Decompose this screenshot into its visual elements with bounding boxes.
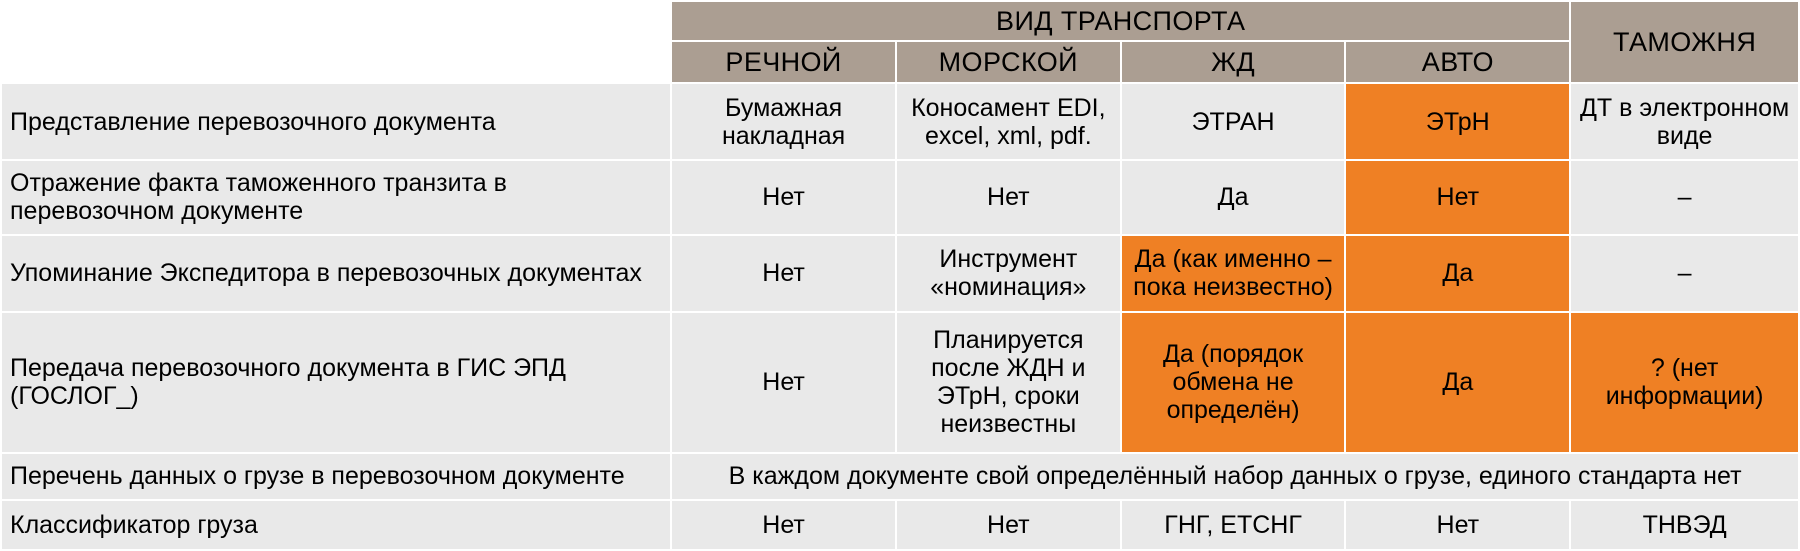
- row-label: Перечень данных о грузе в перевозочном документе: [1, 453, 671, 500]
- cell-river: Нет: [671, 500, 896, 550]
- cell-sea: Инструмент «номинация»: [896, 235, 1121, 312]
- cell-auto: ЭТрН: [1345, 83, 1570, 160]
- cell-rail: Да: [1121, 160, 1346, 235]
- header-transport-group: ВИД ТРАНСПОРТА: [671, 1, 1570, 41]
- table-row: [1, 83, 1799, 160]
- row-label: Передача перевозочного документа в ГИС ЭПД (ГОСЛОГ_): [1, 312, 671, 453]
- row-label: Представление перевозочного документа: [1, 83, 671, 160]
- table-row: [1, 453, 1799, 500]
- cell-sea: Нет: [896, 500, 1121, 550]
- cell-customs: ДТ в электронном виде: [1570, 83, 1799, 160]
- table-row: [1, 235, 1799, 312]
- header-row-group: [1, 1, 1799, 41]
- row-label: Классификатор груза: [1, 500, 671, 550]
- cell-customs: –: [1570, 160, 1799, 235]
- cell-auto: Нет: [1345, 160, 1570, 235]
- cell-rail: Да (порядок обмена не определён): [1121, 312, 1346, 453]
- cell-sea: Планируется после ЖДН и ЭТрН, сроки неизвестны: [896, 312, 1121, 453]
- cell-rail: ЭТРАН: [1121, 83, 1346, 160]
- cell-merged-note: В каждом документе свой определённый набор данных о грузе, единого стандарта нет: [671, 453, 1799, 500]
- table-header: [1, 1, 1799, 83]
- cell-sea: Нет: [896, 160, 1121, 235]
- row-label: Упоминание Экспедитора в перевозочных документах: [1, 235, 671, 312]
- cell-rail: Да (как именно – пока неизвестно): [1121, 235, 1346, 312]
- header-row-modes: [1, 41, 1799, 83]
- table-body: [1, 83, 1799, 550]
- cell-river: Нет: [671, 160, 896, 235]
- header-corner-cell-2: [1, 41, 671, 83]
- header-mode-rail: ЖД: [1121, 41, 1346, 83]
- table-row: [1, 160, 1799, 235]
- header-mode-river: РЕЧНОЙ: [671, 41, 896, 83]
- header-mode-sea: МОРСКОЙ: [896, 41, 1121, 83]
- cell-customs: –: [1570, 235, 1799, 312]
- header-corner-cell: [1, 1, 671, 41]
- row-label: Отражение факта таможенного транзита в перевозочном документе: [1, 160, 671, 235]
- cell-rail: ГНГ, ЕТСНГ: [1121, 500, 1346, 550]
- header-mode-auto: АВТО: [1345, 41, 1570, 83]
- cell-auto: Нет: [1345, 500, 1570, 550]
- table-row: [1, 500, 1799, 550]
- cell-customs: ТНВЭД: [1570, 500, 1799, 550]
- cell-river: Нет: [671, 235, 896, 312]
- cell-customs: ? (нет информации): [1570, 312, 1799, 453]
- header-customs: ТАМОЖНЯ: [1570, 1, 1799, 83]
- cell-river: Нет: [671, 312, 896, 453]
- table-row: [1, 312, 1799, 453]
- cell-auto: Да: [1345, 312, 1570, 453]
- cell-sea: Коносамент EDI, excel, xml, pdf.: [896, 83, 1121, 160]
- cell-river: Бумажная накладная: [671, 83, 896, 160]
- cell-auto: Да: [1345, 235, 1570, 312]
